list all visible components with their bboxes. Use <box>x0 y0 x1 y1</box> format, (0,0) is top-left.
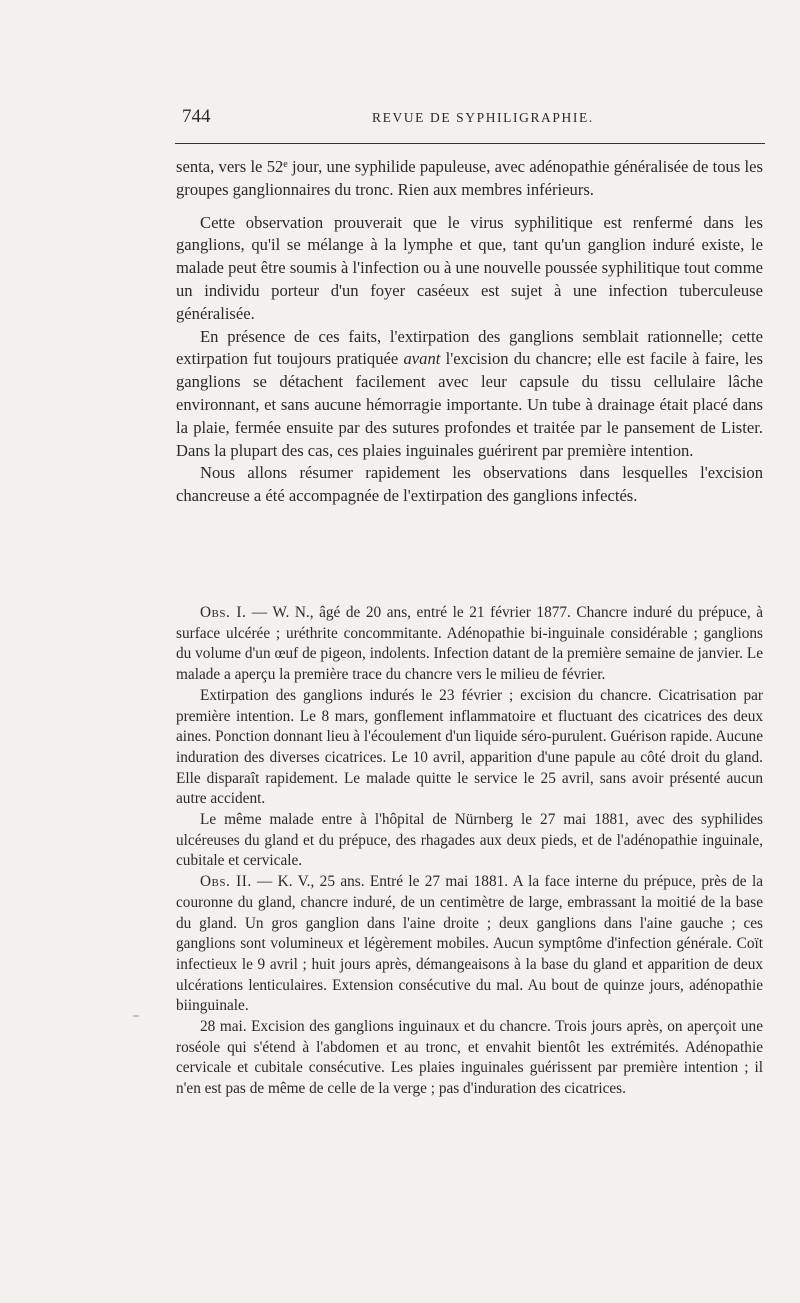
observation-label: Obs. II. <box>200 873 252 891</box>
page-number: 744 <box>182 106 211 127</box>
paragraph-observation-conclusion: Cette observation prouverait que le virus syphilitique est renfermé dans les ganglions, qu'il se mélange à la lymphe et que, tant qu'un ganglion induré existe, le malade peut être soumis à l'infection ou à une nouvelle poussée syphilitique tout comme un individu porteur d'un foyer caséeux est sujet à une infection tuberculeuse généralisée. <box>176 212 763 323</box>
observations <box>176 603 763 1100</box>
journal-title: REVUE DE SYPHILIGRAPHIE. <box>372 110 594 125</box>
paragraph-summary-intro: Nous allons résumer rapidement les observations dans lesquelles l'excision chancreuse a été accompagnée de l'extirpation des ganglions infectés. <box>176 463 763 506</box>
running-head <box>182 106 762 130</box>
header-rule <box>175 143 765 144</box>
superscript: e <box>283 159 288 170</box>
observation-1: Obs. I. — W. N., âgé de 20 ans, entré le 21 février 1877. Chancre induré du prépuce, à surface ulcérée ; uréthrite concommitante. Adénopathie bi-inguinale considérable ; ganglions du volume d'un œuf de pigeon, indolents. Infection datant de la première semaine de janvier. Le malade a aperçu la première trace du chancre vers le milieu de février. <box>176 604 763 684</box>
observation-1-treatment: Extirpation des ganglions indurés le 23 février ; excision du chancre. Cicatrisation par première intention. Le 8 mars, gonflement inflammatoire et fluctuant des cicatrices des deux aines. Ponction donnant lieu à l'écoulement d'un liquide séro-purulent. Guérison rapide. Aucune induration des diverses cicatrices. Le 10 avril, apparition d'une papule au côté droit du gland. Elle disparaît rapidement. Le malade quitte le service le 25 avril, sans avoir présenté aucun autre accident. <box>176 686 763 808</box>
observation-2-treatment: 28 mai. Excision des ganglions inguinaux et du chancre. Trois jours après, on aperçoit une roséole qui s'étend à l'abdomen et au tronc, et envahit bientôt les extrémités. Adénopathie cervicale et cubitale consécutive. Les plaies inguinales guérissent par première intention ; il n'en est pas de même de celle de la verge ; pas d'induration des cicatrices. <box>176 1018 763 1098</box>
scan-speck <box>133 1015 139 1017</box>
observation-label: Obs. I. <box>200 604 247 621</box>
paragraph-extirpation: En présence de ces faits, l'extirpation des ganglions semblait rationnelle; cette extirpation fut toujours pratiquée avant l'excision du chancre; elle est facile à faire, les ganglions se détachent facilement avec leur capsule du tissu cellulaire lâche environnant, et sans aucune hémorragie importante. Un tube à drainage était placé dans la plaie, fermée ensuite par des sutures profondes et traitée par le pansement de Lister. Dans la plupart des cas, ces plaies inguinales guérirent par première intention. <box>176 326 763 460</box>
emphasis-avant: avant <box>403 349 441 369</box>
observation-1-followup: Le même malade entre à l'hôpital de Nürnberg le 27 mai 1881, avec des syphilides ulcéreuses du gland et du prépuce, des rhagades aux deux pieds, et de l'adénopathie inguinale, cubitale et cervicale. <box>176 811 763 870</box>
observation-2: Obs. II. — K. V., 25 ans. Entré le 27 mai 1881. A la face interne du prépuce, près de la couronne du gland, chancre induré, de un centimètre de large, embrassant la moitié de la base du gland. Un gros ganglion dans l'aine droite ; deux ganglions dans l'aine gauche ; ces ganglions sont volumineux et légèrement mobiles. Aucun symptôme d'infection générale. Coït infectieux le 9 avril ; huit jours après, démangeaisons à la base du gland et apparition de deux ulcérations lenticulaires. Extension consécutive du mal. Au bout de quinze jours, adénopathie biinguinale. <box>176 873 763 1015</box>
paragraph-continuation: senta, vers le 52e jour, une syphilide papuleuse, avec adénopathie généralisée de tous les groupes ganglionnaires du tronc. Rien aux membres inférieurs. <box>176 157 763 199</box>
main-text <box>176 156 763 508</box>
